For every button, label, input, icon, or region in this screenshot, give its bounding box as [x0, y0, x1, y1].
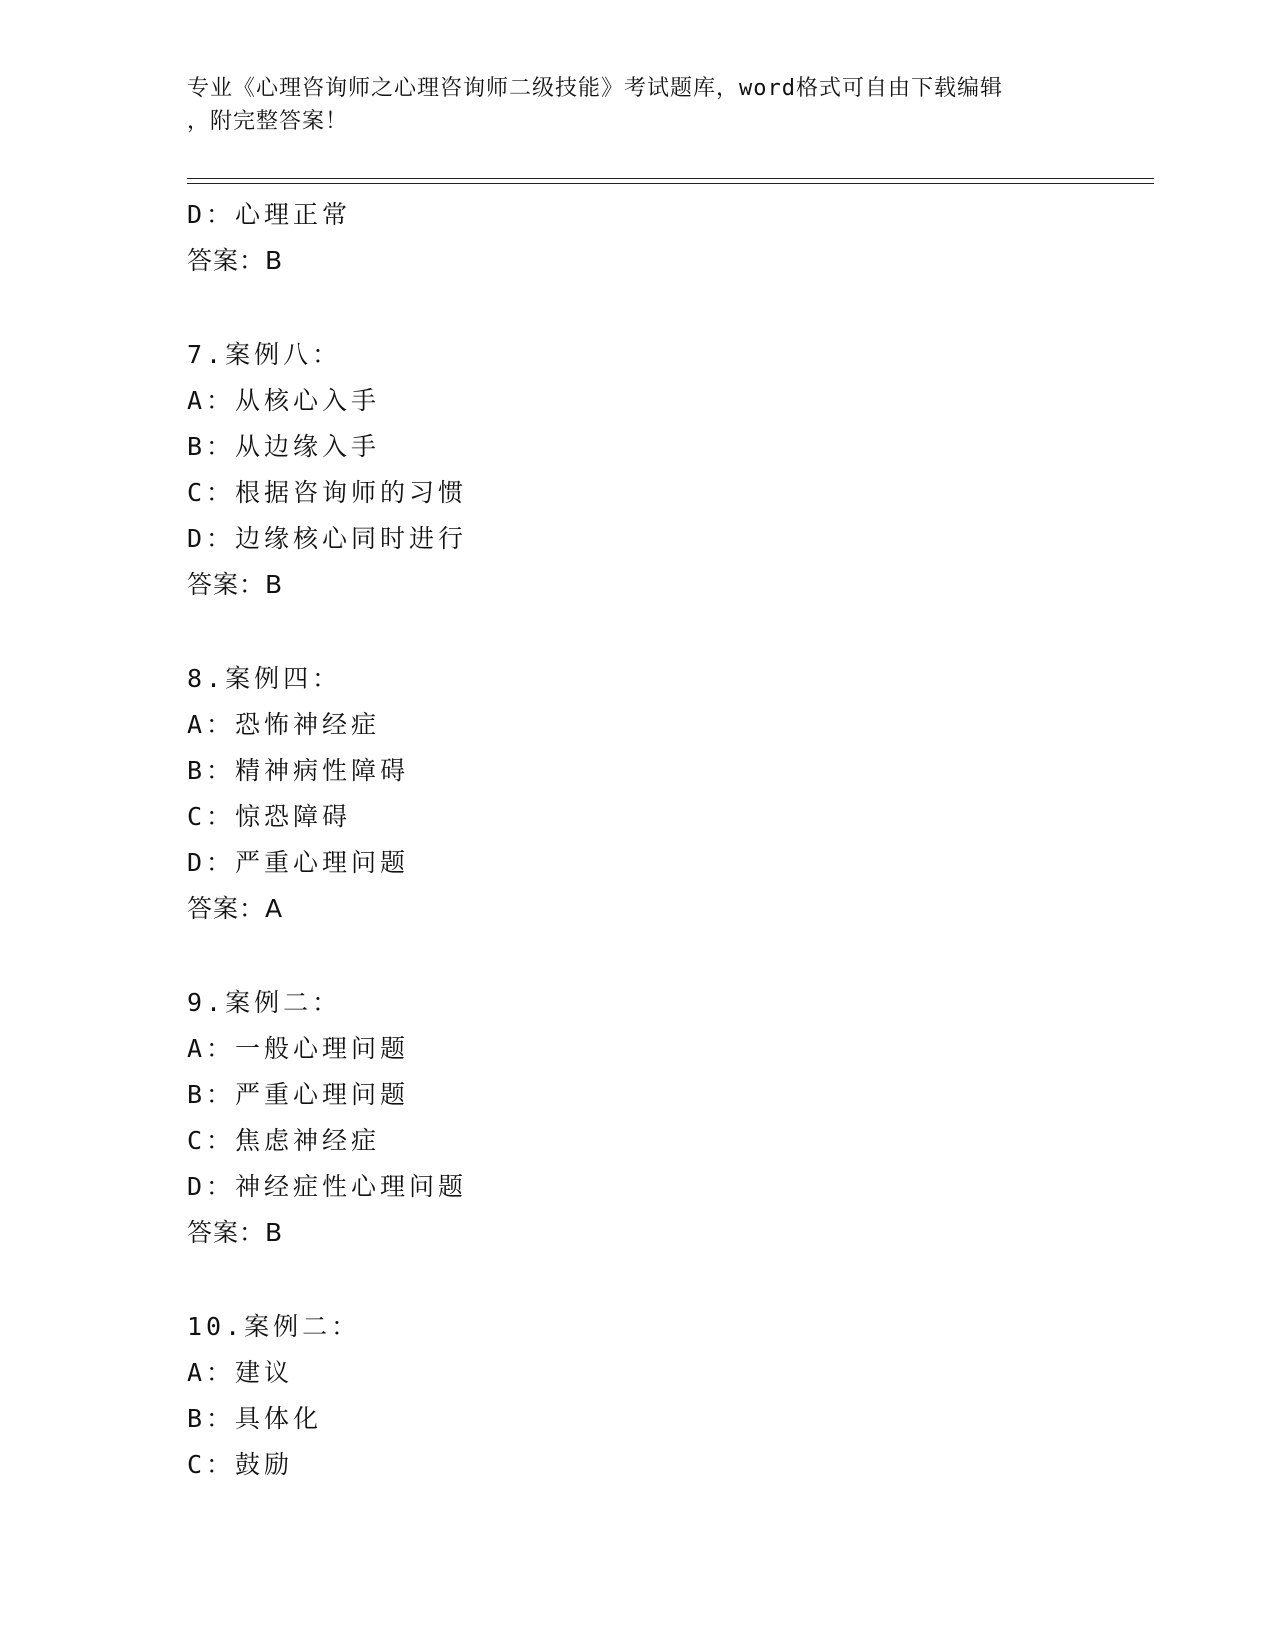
header-rule-top [187, 178, 1154, 179]
question-block-10 [187, 1304, 1147, 1488]
question-block-8 [187, 656, 1147, 932]
answer-line: 答案：B [187, 1218, 284, 1247]
question-list [187, 192, 1147, 1488]
option-a: A：恐怖神经症 [187, 710, 381, 739]
question-stem: 10.案例二： [187, 1312, 361, 1341]
question-stem: 8.案例四： [187, 664, 342, 693]
option-d: D：心理正常 [187, 200, 352, 229]
spacer [187, 1256, 1147, 1304]
option-b: B：精神病性障碍 [187, 756, 410, 785]
spacer [187, 284, 1147, 332]
question-stem: 7.案例八： [187, 340, 342, 369]
answer-line: 答案：B [187, 246, 284, 275]
option-d: D：严重心理问题 [187, 848, 410, 877]
option-a: A：一般心理问题 [187, 1034, 410, 1063]
spacer [187, 932, 1147, 980]
option-a: A：从核心入手 [187, 386, 381, 415]
option-d: D：边缘核心同时进行 [187, 524, 468, 553]
header-line-2: ，附完整答案！ [187, 109, 349, 134]
answer-line: 答案：B [187, 570, 284, 599]
option-b: B：具体化 [187, 1404, 323, 1433]
header-line-1: 专业《心理咨询师之心理咨询师二级技能》考试题库，word格式可自由下载编辑 [187, 76, 1003, 101]
answer-line: 答案：A [187, 894, 284, 923]
option-c: C：根据咨询师的习惯 [187, 478, 468, 507]
question-block-9 [187, 980, 1147, 1256]
question-block-7 [187, 332, 1147, 608]
header-rule-bottom [187, 183, 1154, 184]
option-c: C：惊恐障碍 [187, 802, 352, 831]
spacer [187, 608, 1147, 656]
option-d: D：神经症性心理问题 [187, 1172, 468, 1201]
option-b: B：从边缘入手 [187, 432, 381, 461]
option-c: C：鼓励 [187, 1450, 294, 1479]
option-b: B：严重心理问题 [187, 1080, 410, 1109]
option-a: A：建议 [187, 1358, 294, 1387]
document-header [187, 72, 1087, 138]
option-c: C：焦虑神经症 [187, 1126, 381, 1155]
question-stem: 9.案例二： [187, 988, 342, 1017]
